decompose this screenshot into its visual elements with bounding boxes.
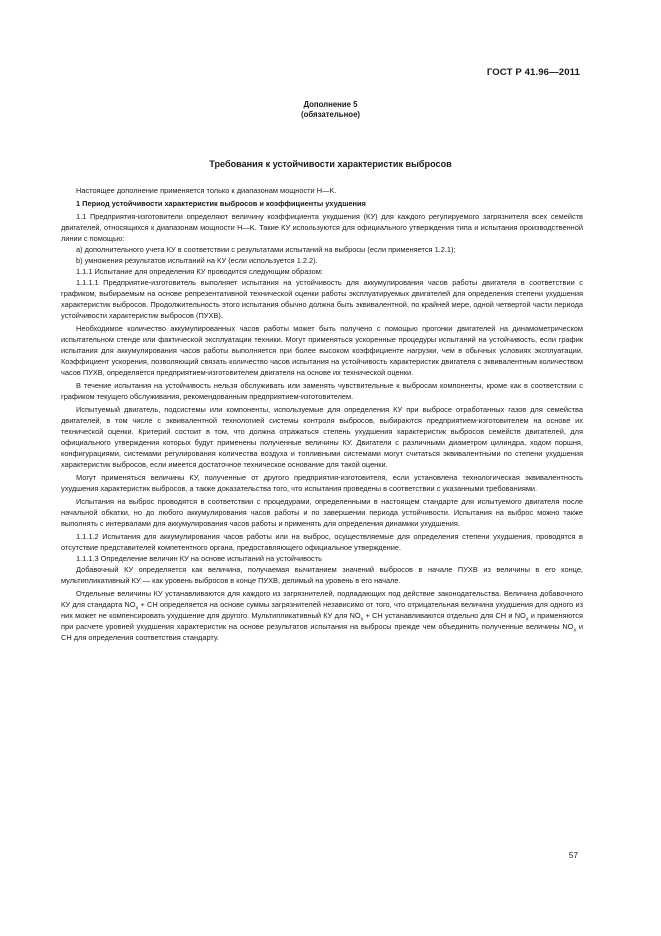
list-item-a: a) дополнительного учета КУ в соответствии с результатами испытаний на выбросы (если применяется 1.2.1); — [76, 245, 456, 254]
subscript-x: x — [525, 616, 529, 623]
appendix-label — [0, 100, 661, 120]
text-segment: + CH устанавливаются отдельно для CH и NO — [363, 611, 526, 620]
paragraph-maintenance: В течение испытания на устойчивость нельзя обслуживать или заменять чувствительные к выбросам компоненты, кроме как в соответствии с графиком текущего обслуживания, рекомендованным предприятием-изготовителем. — [61, 381, 583, 401]
text-segment: + CH определяется на основе суммы загрязнителей независимо от того, что отрицательная величина ухудшения для одного из них может не компенсировать ухудшение для другого. Мультипликативный КУ для NO — [61, 600, 583, 620]
standard-designation: ГОСТ Р 41.96—2011 — [486, 67, 580, 78]
text-segment: Отдельные величины КУ устанавливаются для каждого из загрязнителей, подпадающих под действие законодательства. Величина добавочного КУ для стандарта NO — [61, 589, 583, 609]
paragraph-hours: Необходимое количество аккумулированных часов работы может быть получено с помощью прогонки двигателей на динамометрическом испытательном стенде или фактической эксплуатации техники. Могут применяться ускоренные процедуры испытаний на устойчивость, если график испытания для аккумулирования часов работы выполняется при более высоком коэффициенте нагрузки, чем в обычных условиях эксплуатации. Коэффициент ускорения, позволяющий связать количество часов испытания на устойчивость характеристик двигателя с эквивалентным количеством часов ПУХВ, определяется предприятием-изготовителем двигателя на основе их технической оценки. — [61, 324, 583, 377]
appendix-heading: Требования к устойчивости характеристик выбросов — [209, 159, 452, 169]
paragraph-separate-df — [61, 588, 583, 643]
paragraph-emission-tests: Испытания на выброс проводятся в соответствии с процедурами, определенными в настоящем стандарте для испытуемого двигателя после начальной обкатки, но до любого аккумулирования часов работы и по завершении периода устойчивости. Испытания на выброс можно также выполнять с интервалами для аккумулирования часов работы и применять для определения динамики ухудшения. — [61, 497, 583, 528]
paragraph-test-engine: Испытуемый двигатель, подсистемы или компоненты, используемые для определения КУ при выбросе отработанных газов для семейства двигателей, в том числе с эквивалентной технологией системы контроля выбросов, выбираются предприятием-изготовителем на основе их технической оценки. Критерий состоит в том, что должна отражаться степень ухудшения характеристик выбросов семейств двигателей, для официального утверждения которых будут применены полученные величины КУ. Двигатели с различными диаметром цилиндра, ходом поршня, конфигурациями, системами регулирования количества воздуха и топливными системами могут считаться эквивалентными по степени ухудшения характеристик выбросов, если имеется достаточное техническое основание для такой оценки. — [61, 405, 583, 469]
appendix-title: Дополнение 5 — [303, 100, 358, 109]
document-body — [61, 185, 583, 643]
paragraph-1-1-1-1: 1.1.1.1 Предприятие-изготовитель выполняет испытания на устойчивость для аккумулирования часов работы двигателя в соответствии с графиком, выбираемым на основе репрезентативной технической оценки работы эксплуатируемых двигателей для определения степени ухудшения характеристик выбросов. Продолжительность этого испытания обычно должна быть эквивалентной, по крайней мере, одной четвертой части периода устойчивости характеристик выбросов (ПУХВ). — [61, 278, 583, 320]
section-1-heading: 1 Период устойчивости характеристик выбросов и коэффициенты ухудшения — [76, 199, 366, 208]
paragraph-1-1: 1.1 Предприятия-изготовители определяют величину коэффициента ухудшения (КУ) для каждого регулируемого загрязнителя всех семейств двигателей, относящихся к диапазонам мощности H—K. Такие КУ используются для официального утверждения типа и испытания производственной линии с помощью: — [61, 212, 583, 243]
list-item-b: b) умножения результатов испытаний на КУ (если используется 1.2.2). — [76, 256, 318, 265]
subscript-x: x — [360, 616, 364, 623]
text-segment: и CH для определения соответствия стандарту. — [61, 622, 583, 642]
intro-paragraph: Настоящее дополнение применяется только к диапазонам мощности H—K. — [76, 186, 337, 195]
paragraph-additive-df: Добавочный КУ определяется как величина, получаемая вычитанием значений выбросов в начале ПУХВ из величины в его конце, мультипликативный КУ — как уровень выбросов в конце ПУХВ, делимый на уровень в его начале. — [61, 565, 583, 585]
appendix-subtitle: (обязательное) — [300, 110, 361, 119]
subscript-x: x — [135, 605, 139, 612]
paragraph-1-1-1-2: 1.1.1.2 Испытания для аккумулирования часов работы или на выброс, осуществляемые для определения степени ухудшения, проводятся в отсутствие представителей компетентного органа, предоставляющего официальное утверждение. — [61, 532, 583, 552]
page-number: 57 — [568, 851, 578, 860]
subscript-x: x — [573, 627, 577, 634]
paragraph-1-1-1-3: 1.1.1.3 Определение величин КУ на основе испытаний на устойчивость — [76, 554, 322, 563]
text-segment: и применяются при расчете уровней ухудшения характеристик на основе результатов испытания на выбросы прежде чем объединить полученные величины NO — [61, 611, 583, 631]
paragraph-other-manufacturer: Могут применяться величины КУ, полученные от другого предприятия-изготовителя, если установлена технологическая эквивалентность ухудшения характеристик выбросов, а также доказательства того, что испытания проведены в соответствии с указанными требованиями. — [61, 473, 583, 493]
paragraph-1-1-1: 1.1.1 Испытание для определения КУ проводится следующим образом: — [76, 267, 323, 276]
